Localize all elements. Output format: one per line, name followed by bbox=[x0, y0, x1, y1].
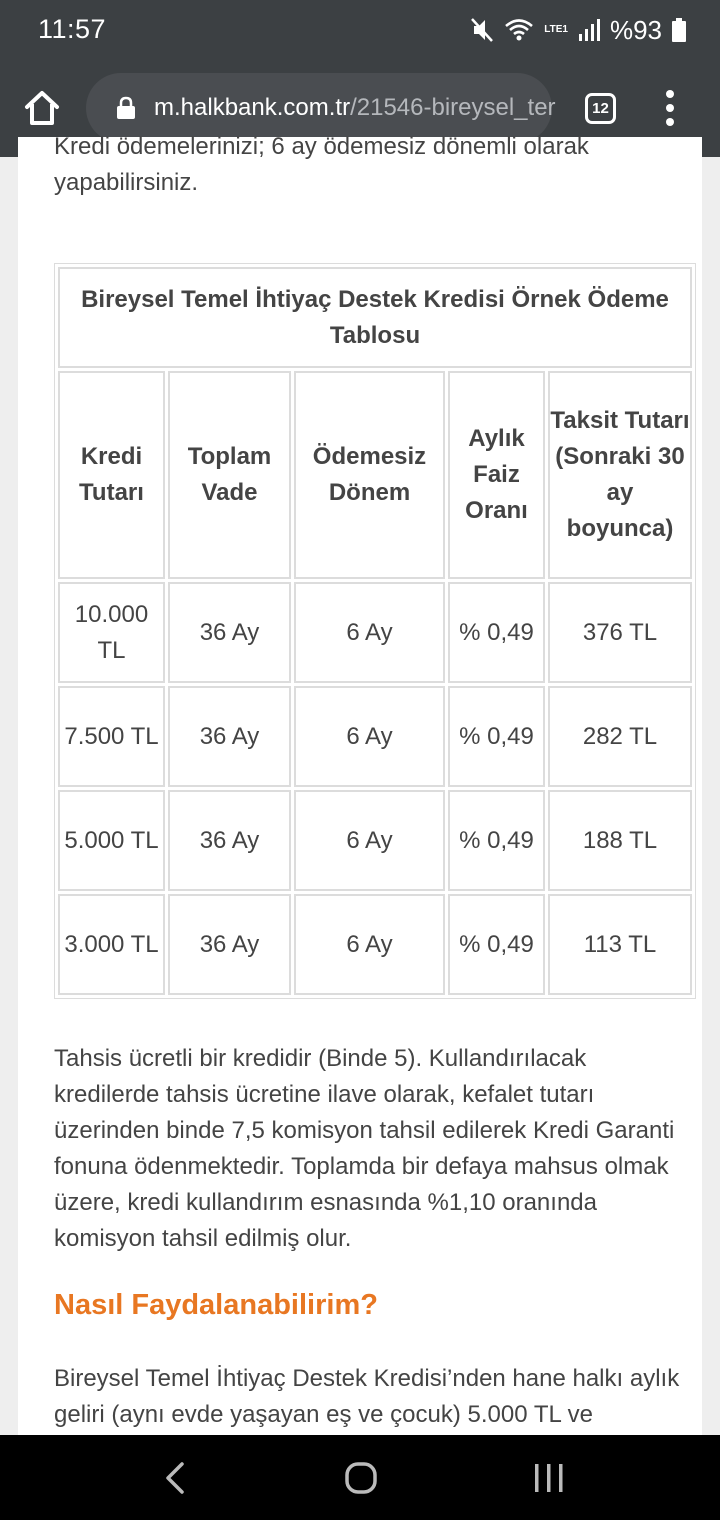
header-kredi-tutari: Kredi Tutarı bbox=[58, 371, 165, 579]
status-icons bbox=[470, 14, 686, 46]
overflow-menu-icon[interactable] bbox=[662, 90, 678, 126]
fee-paragraph: Tahsis ücretli bir kredidir (Binde 5). Kullandırılacak kredilerde tahsis ücretine ilave olarak, kefalet tutarı üzerinden binde 7,5 komisyon tahsil edilerek Kredi Garanti fonuna ödenmektedir. Toplamda bir defaya mahsus olmak üzere, kredi kullandırım esnasında %1,10 oranında komisyon tahsil edilmiş olur. bbox=[54, 1045, 675, 1252]
content-card bbox=[18, 133, 702, 1457]
cell-kredi-tutari: 10.000 TL bbox=[58, 582, 165, 683]
back-icon[interactable] bbox=[160, 1460, 190, 1501]
cell-toplam-vade: 36 Ay bbox=[168, 686, 291, 787]
wifi-icon bbox=[504, 18, 534, 42]
status-bar bbox=[0, 0, 720, 60]
home-button[interactable] bbox=[22, 88, 62, 128]
section-heading: Nasıl Faydalanabilirim? bbox=[54, 1289, 378, 1321]
cell-toplam-vade: 36 Ay bbox=[168, 582, 291, 683]
cell-odemesiz-donem: 6 Ay bbox=[294, 894, 445, 995]
cell-kredi-tutari: 3.000 TL bbox=[58, 894, 165, 995]
cell-odemesiz-donem: 6 Ay bbox=[294, 790, 445, 891]
tab-count: 12 bbox=[592, 100, 609, 117]
cell-faiz-orani: % 0,49 bbox=[448, 790, 545, 891]
status-time: 11:57 bbox=[38, 14, 107, 44]
cell-toplam-vade: 36 Ay bbox=[168, 894, 291, 995]
battery-icon bbox=[672, 18, 686, 42]
signal-icon bbox=[578, 18, 600, 42]
mute-icon bbox=[470, 17, 494, 43]
header-toplam-vade: Toplam Vade bbox=[168, 371, 291, 579]
cell-taksit-tutari: 188 TL bbox=[548, 790, 692, 891]
home-nav-icon[interactable] bbox=[343, 1460, 379, 1501]
cell-odemesiz-donem: 6 Ay bbox=[294, 686, 445, 787]
intro-paragraph: Kredi ödemelerinizi; 6 ay ödemesiz dönemli olarak yapabilirsiniz. bbox=[54, 133, 589, 196]
cell-taksit-tutari: 376 TL bbox=[548, 582, 692, 683]
url-domain: m.halkbank.com.tr bbox=[154, 94, 351, 121]
header-aylik-faiz-orani: Aylık Faiz Oranı bbox=[448, 371, 545, 579]
battery-percent: %93 bbox=[609, 14, 662, 45]
lock-icon bbox=[116, 96, 136, 120]
table-header-row bbox=[58, 371, 692, 579]
cell-taksit-tutari: 113 TL bbox=[548, 894, 692, 995]
cell-kredi-tutari: 5.000 TL bbox=[58, 790, 165, 891]
table-row bbox=[58, 686, 692, 787]
recents-icon[interactable] bbox=[532, 1460, 566, 1501]
payment-table bbox=[54, 263, 696, 999]
cell-taksit-tutari: 282 TL bbox=[548, 686, 692, 787]
header-taksit-tutari: Taksit Tutarı (Sonraki 30 ay boyunca) bbox=[548, 371, 692, 579]
table-title: Bireysel Temel İhtiyaç Destek Kredisi Örnek Ödeme Tablosu bbox=[58, 267, 692, 368]
cell-odemesiz-donem: 6 Ay bbox=[294, 582, 445, 683]
table-row bbox=[58, 894, 692, 995]
page-content[interactable] bbox=[0, 133, 720, 1435]
cell-faiz-orani: % 0,49 bbox=[448, 582, 545, 683]
eligibility-paragraph: Bireysel Temel İhtiyaç Destek Kredisi’nden hane halkı aylık geliri (aynı evde yaşayan eş ve çocuk) 5.000 TL ve bbox=[54, 1365, 680, 1428]
navigation-bar bbox=[0, 1435, 720, 1520]
cell-faiz-orani: % 0,49 bbox=[448, 894, 545, 995]
header-odemesiz-donem: Ödemesiz Dönem bbox=[294, 371, 445, 579]
cell-kredi-tutari: 7.500 TL bbox=[58, 686, 165, 787]
network-type: LTE1 bbox=[544, 24, 568, 35]
cell-toplam-vade: 36 Ay bbox=[168, 790, 291, 891]
home-icon bbox=[22, 88, 62, 128]
url-path: /21546-bireysel_ter bbox=[350, 94, 556, 121]
table-row bbox=[58, 582, 692, 683]
url-text bbox=[154, 94, 556, 122]
cell-faiz-orani: % 0,49 bbox=[448, 686, 545, 787]
tabs-icon[interactable] bbox=[585, 93, 616, 124]
table-row bbox=[58, 790, 692, 891]
